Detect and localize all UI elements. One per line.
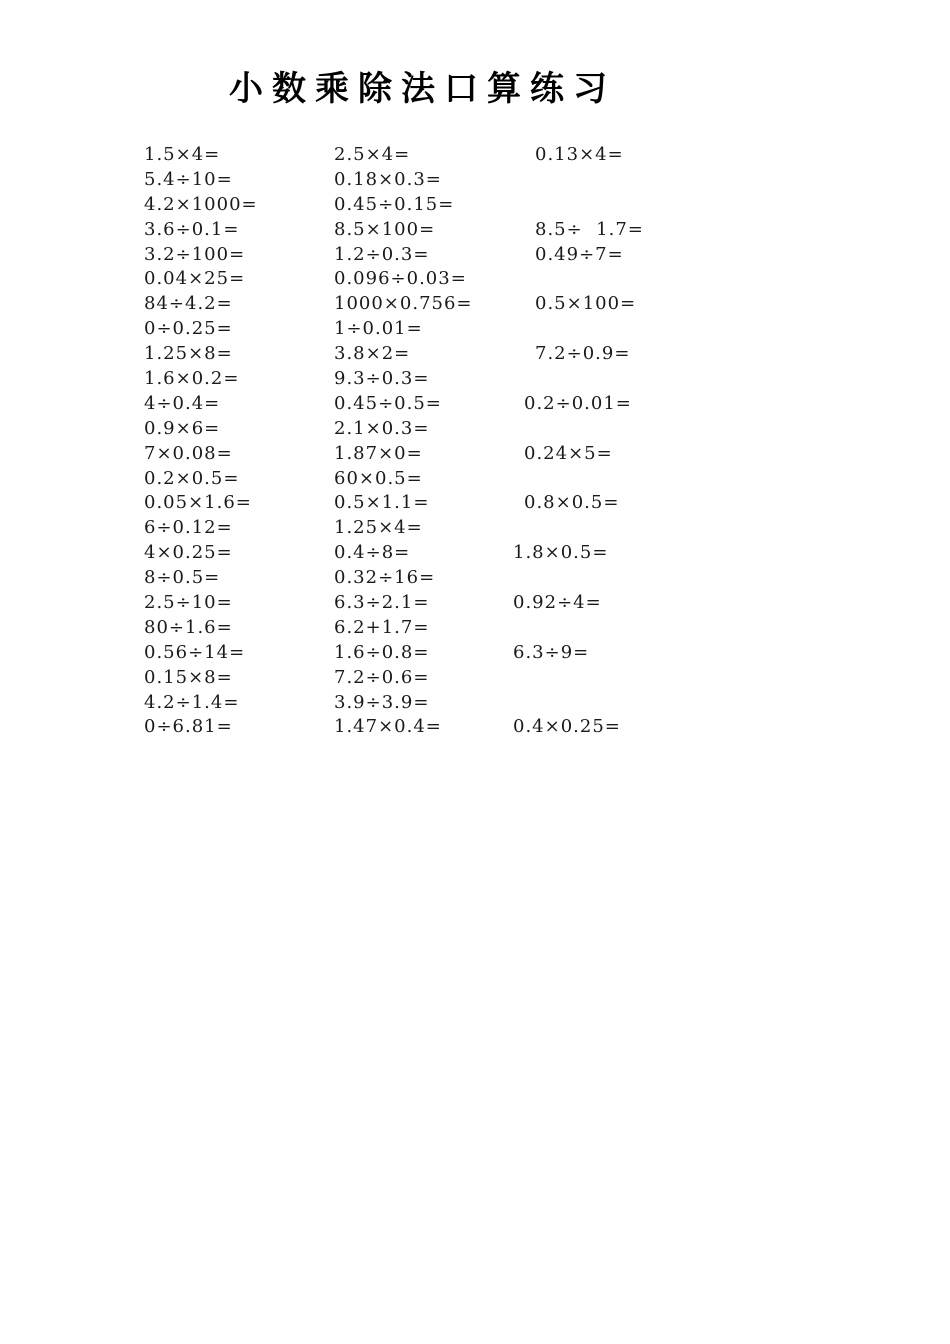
math-problem: 0.5×100=: [535, 293, 637, 315]
problem-row: [0, 292, 950, 317]
math-problem: 60×0.5=: [334, 467, 423, 489]
math-problem: 80÷1.6=: [144, 616, 233, 638]
math-problem: 6.3÷2.1=: [334, 592, 430, 614]
math-problem: 6÷0.12=: [144, 517, 233, 539]
math-problem: 0.56÷14=: [144, 641, 246, 663]
math-problem: 4÷0.4=: [144, 392, 221, 414]
math-problem: 3.6÷0.1=: [144, 218, 240, 240]
problem-row: [0, 168, 950, 193]
math-problem: 8.5÷ 1.7=: [535, 218, 644, 240]
problem-row: [0, 392, 950, 417]
math-problem: 6.3÷9=: [513, 641, 590, 663]
math-problem: 4.2÷1.4=: [144, 691, 240, 713]
math-problem: 1.87×0=: [334, 442, 423, 464]
math-problem: 0.92÷4=: [513, 592, 602, 614]
math-problem: 2.1×0.3=: [334, 417, 430, 439]
math-problem: 8÷0.5=: [144, 567, 221, 589]
problem-row: [0, 541, 950, 566]
math-problem: 7×0.08=: [144, 442, 233, 464]
problem-row: [0, 193, 950, 218]
problem-row: [0, 467, 950, 492]
math-problem: 9.3÷0.3=: [334, 368, 430, 390]
problem-row: [0, 641, 950, 666]
math-problem: 0.5×1.1=: [334, 492, 430, 514]
math-problem: 0÷0.25=: [144, 318, 233, 340]
math-problem: 0.05×1.6=: [144, 492, 252, 514]
problem-list: [0, 143, 950, 740]
math-problem: 4×0.25=: [144, 542, 233, 564]
problem-row: [0, 243, 950, 268]
problem-row: [0, 317, 950, 342]
page-title: 小数乘除法口算练习: [229, 69, 616, 109]
math-problem: 1.25×8=: [144, 343, 233, 365]
math-problem: 8.5×100=: [334, 218, 436, 240]
math-problem: 0.9×6=: [144, 417, 221, 439]
math-problem: 1.6÷0.8=: [334, 641, 430, 663]
math-problem: 0.2÷0.01=: [524, 392, 632, 414]
math-problem: 3.2÷100=: [144, 243, 246, 265]
math-problem: 4.2×1000=: [144, 193, 258, 215]
math-problem: 1÷0.01=: [334, 318, 423, 340]
problem-row: [0, 691, 950, 716]
problem-row: [0, 417, 950, 442]
problem-row: [0, 143, 950, 168]
math-problem: 2.5×4=: [334, 144, 411, 165]
math-problem: 7.2÷0.6=: [334, 666, 430, 688]
math-problem: 1.25×4=: [334, 517, 423, 539]
math-problem: 1.47×0.4=: [334, 716, 442, 738]
math-problem: 0.13×4=: [535, 144, 624, 165]
math-problem: 0.18×0.3=: [334, 168, 442, 190]
math-problem: 2.5÷10=: [144, 592, 233, 614]
problem-row: [0, 566, 950, 591]
math-problem: 0.32÷16=: [334, 567, 436, 589]
math-problem: 1000×0.756=: [334, 293, 473, 315]
math-problem: 0.45÷0.15=: [334, 193, 455, 215]
problem-row: [0, 666, 950, 691]
math-problem: 1.2÷0.3=: [334, 243, 430, 265]
math-problem: 0.4÷8=: [334, 542, 411, 564]
math-problem: 3.9÷3.9=: [334, 691, 430, 713]
problem-row: [0, 715, 950, 740]
math-problem: 0.096÷0.03=: [334, 268, 467, 290]
math-problem: 7.2÷0.9=: [535, 343, 631, 365]
math-problem: 5.4÷10=: [144, 168, 233, 190]
math-problem: 0.45÷0.5=: [334, 392, 442, 414]
math-problem: 0.4×0.25=: [513, 716, 621, 738]
math-problem: 0.04×25=: [144, 268, 246, 290]
math-problem: 0.49÷7=: [535, 243, 624, 265]
math-problem: 6.2+1.7=: [334, 616, 430, 638]
math-problem: 1.8×0.5=: [513, 542, 609, 564]
problem-row: [0, 442, 950, 467]
math-problem: 0.15×8=: [144, 666, 233, 688]
problem-row: [0, 491, 950, 516]
math-problem: 0.24×5=: [524, 442, 613, 464]
math-problem: 0.2×0.5=: [144, 467, 240, 489]
problem-row: [0, 367, 950, 392]
math-problem: 1.6×0.2=: [144, 368, 240, 390]
math-problem: 0÷6.81=: [144, 716, 233, 738]
math-problem: 1.5×4=: [144, 144, 221, 165]
math-problem: 0.8×0.5=: [524, 492, 620, 514]
problem-row: [0, 267, 950, 292]
math-problem: 3.8×2=: [334, 343, 411, 365]
problem-row: [0, 591, 950, 616]
problem-row: [0, 218, 950, 243]
math-problem: 84÷4.2=: [144, 293, 233, 315]
problem-row: [0, 616, 950, 641]
problem-row: [0, 516, 950, 541]
problem-row: [0, 342, 950, 367]
